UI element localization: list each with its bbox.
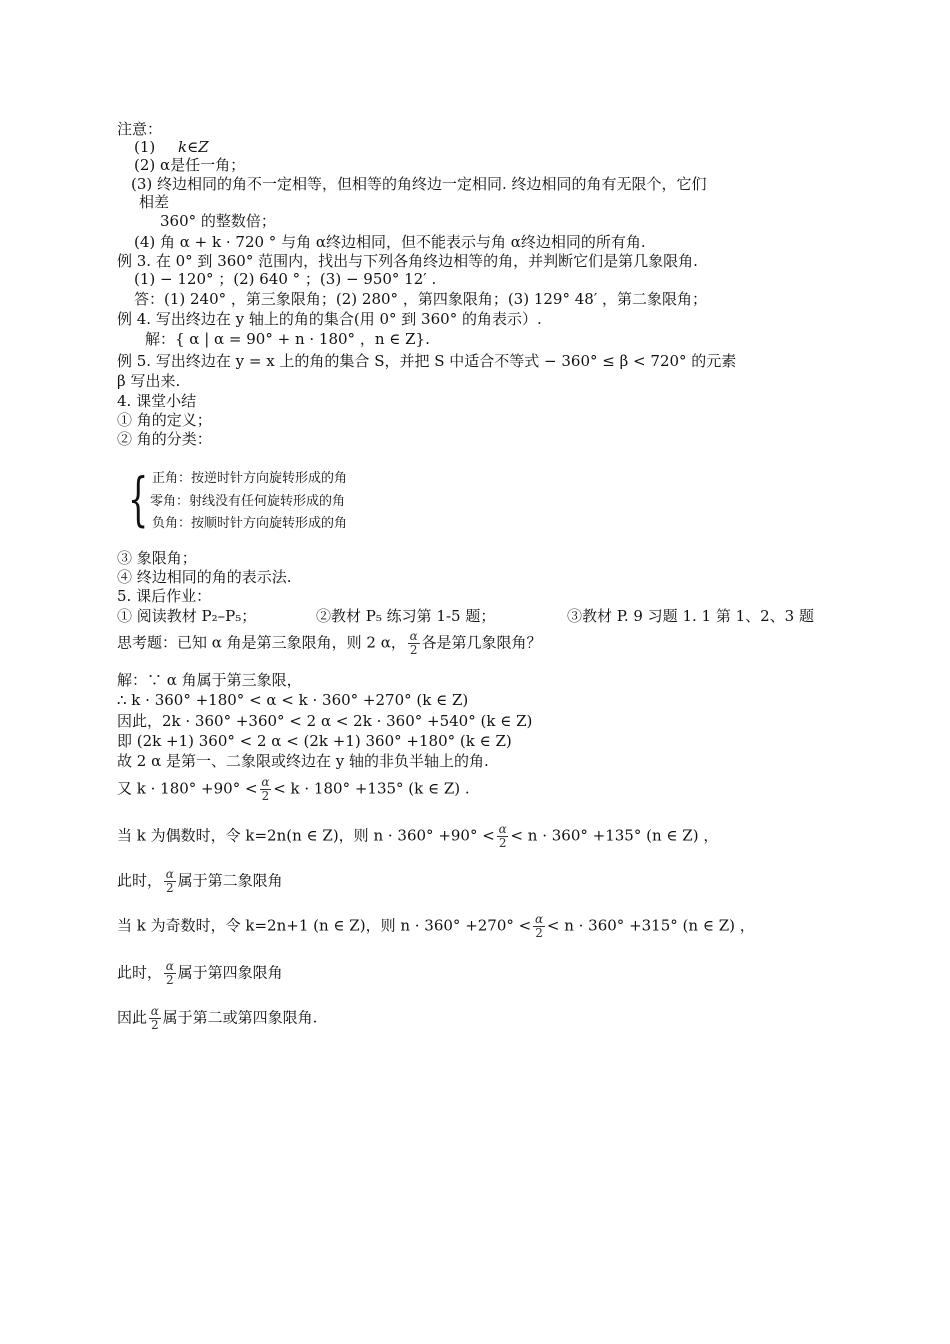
fraction-numerator: α [498, 822, 507, 836]
note-item-2: (2) α是任一角； [134, 156, 246, 174]
summary-item-4: ④ 终边相同的角的表示法. [117, 568, 292, 586]
solution-line-8-pre: 此时， [117, 871, 163, 890]
solution-line-6-pre: 又 k · 180° +90° < [117, 779, 258, 798]
note-item-3a: (3) 终边相同的角不一定相等，但相等的角终边一定相同. 终边相同的角有无限个，它们 [131, 175, 707, 193]
fraction-alpha-over-2 [408, 630, 420, 657]
fraction-numerator: α [165, 867, 174, 881]
fraction-denominator: 2 [166, 973, 174, 987]
solution-line-10 [117, 960, 283, 987]
example-5-question-line2: β 写出来. [117, 372, 181, 390]
think-question-post: 各是第几象限角？ [421, 633, 542, 652]
example-5-question-line1: 例 5. 写出终边在 y = x 上的角的集合 S，并把 S 中适合不等式 − 360° ≤ β < 720° 的元素 [117, 352, 737, 370]
fraction-numerator: α [409, 629, 418, 643]
solution-line-2: ∴ k · 360° +180° < α < k · 360° +270° (k ∈ Z) [117, 691, 469, 709]
note-item-3c: 360° 的整数倍； [160, 212, 276, 230]
fraction-denominator: 2 [151, 1018, 159, 1032]
fraction-alpha-over-2 [497, 823, 509, 850]
classification-negative: 负角：按顺时针方向旋转形成的角 [152, 516, 348, 531]
fraction-denominator: 2 [498, 836, 507, 850]
homework-c: ③教材 P. 9 习题 1. 1 第 1、2、3 题 [567, 607, 814, 625]
solution-line-9-post: < n · 360° +315° (n ∈ Z) ， [546, 916, 755, 935]
fraction-alpha-over-2 [260, 776, 272, 803]
summary-title: 4. 课堂小结 [117, 392, 197, 410]
example-4-answer: 解：{ α | α = 90° + n · 180° ，n ∈ Z}. [145, 330, 430, 348]
fraction-denominator: 2 [261, 789, 270, 803]
solution-line-10-pre: 此时， [117, 963, 163, 982]
fraction-denominator: 2 [535, 926, 543, 940]
fraction-alpha-over-2 [164, 868, 176, 895]
solution-line-11 [117, 1005, 317, 1032]
solution-line-5: 故 2 α 是第一、二象限或终边在 y 轴的非负半轴上的角. [117, 752, 489, 770]
homework-title: 5. 课后作业： [117, 587, 212, 605]
fraction-numerator: α [150, 1004, 159, 1018]
classification-positive: 正角：按逆时针方向旋转形成的角 [152, 471, 348, 486]
fraction-numerator: α [165, 959, 174, 973]
solution-line-3: 因此，2k · 360° +360° < 2 α < 2k · 360° +540° (k ∈ Z) [117, 712, 533, 730]
solution-line-7-pre: 当 k 为偶数时，令 k=2n(n ∈ Z)，则 n · 360° +90° < [117, 826, 495, 845]
fraction-denominator: 2 [409, 643, 418, 657]
solution-line-10-post: 属于第四象限角 [177, 963, 283, 982]
fraction-numerator: α [261, 775, 270, 789]
fraction-alpha-over-2 [533, 913, 545, 940]
solution-line-8 [117, 868, 283, 895]
summary-item-2: ② 角的分类： [117, 430, 212, 448]
note-item-1 [134, 138, 209, 156]
fraction-alpha-over-2 [149, 1005, 161, 1032]
solution-line-6 [117, 776, 470, 803]
fraction-numerator: α [535, 912, 544, 926]
solution-line-1: 解：∵ α 角属于第三象限， [117, 671, 302, 689]
solution-line-4: 即 (2k +1) 360° < 2 α < (2k +1) 360° +180° (k ∈ Z) [117, 732, 512, 750]
fraction-denominator: 2 [166, 881, 174, 895]
note-item-4: (4) 角 α + k · 720 ° 与角 α终边相同，但不能表示与角 α终边相同的所有角. [134, 233, 646, 251]
example-4-question: 例 4. 写出终边在 y 轴上的角的集合(用 0° 到 360° 的角表示）. [117, 310, 542, 328]
classification-zero: 零角：射线没有任何旋转形成的角 [150, 494, 346, 509]
fraction-alpha-over-2 [164, 960, 176, 987]
example-3-question: 例 3. 在 0° 到 360° 范围内，找出与下列各角终边相等的角，并判断它们是第几象限角. [117, 252, 698, 270]
note-item-1-text: k∈Z [178, 138, 209, 156]
solution-line-7-post: < n · 360° +135° (n ∈ Z) ， [510, 826, 719, 845]
solution-line-11-pre: 因此 [117, 1008, 148, 1027]
summary-item-3: ③ 象限角； [117, 549, 197, 567]
solution-line-7 [117, 823, 718, 850]
homework-b: ②教材 P₅ 练习第 1-5 题； [316, 607, 496, 625]
solution-line-6-post: < k · 180° +135° (k ∈ Z) . [273, 779, 470, 798]
solution-line-9-pre: 当 k 为奇数时，令 k=2n+1 (n ∈ Z)，则 n · 360° +270° < [117, 916, 532, 935]
example-3-items: (1) − 120° ；(2) 640 ° ；(3) − 950° 12′ . [134, 270, 437, 288]
think-question-pre: 思考题：已知 α 角是第三象限角，则 2 α， [117, 633, 406, 652]
solution-line-9 [117, 913, 755, 940]
think-question [117, 630, 542, 657]
homework-a: ① 阅读教材 P₂–P₅； [117, 607, 257, 625]
solution-line-11-post: 属于第二或第四象限角. [162, 1008, 318, 1027]
summary-item-1: ① 角的定义； [117, 411, 212, 429]
note-item-3b: 相差 [139, 193, 170, 211]
example-3-answer: 答：(1) 240° ，第三象限角；(2) 280° ，第四象限角；(3) 129° 48′ ，第二象限角； [134, 290, 708, 308]
note-title: 注意： [117, 120, 163, 138]
left-brace: { [128, 465, 149, 533]
solution-line-8-post: 属于第二象限角 [177, 871, 283, 890]
note-item-1-num: (1) [134, 138, 156, 156]
